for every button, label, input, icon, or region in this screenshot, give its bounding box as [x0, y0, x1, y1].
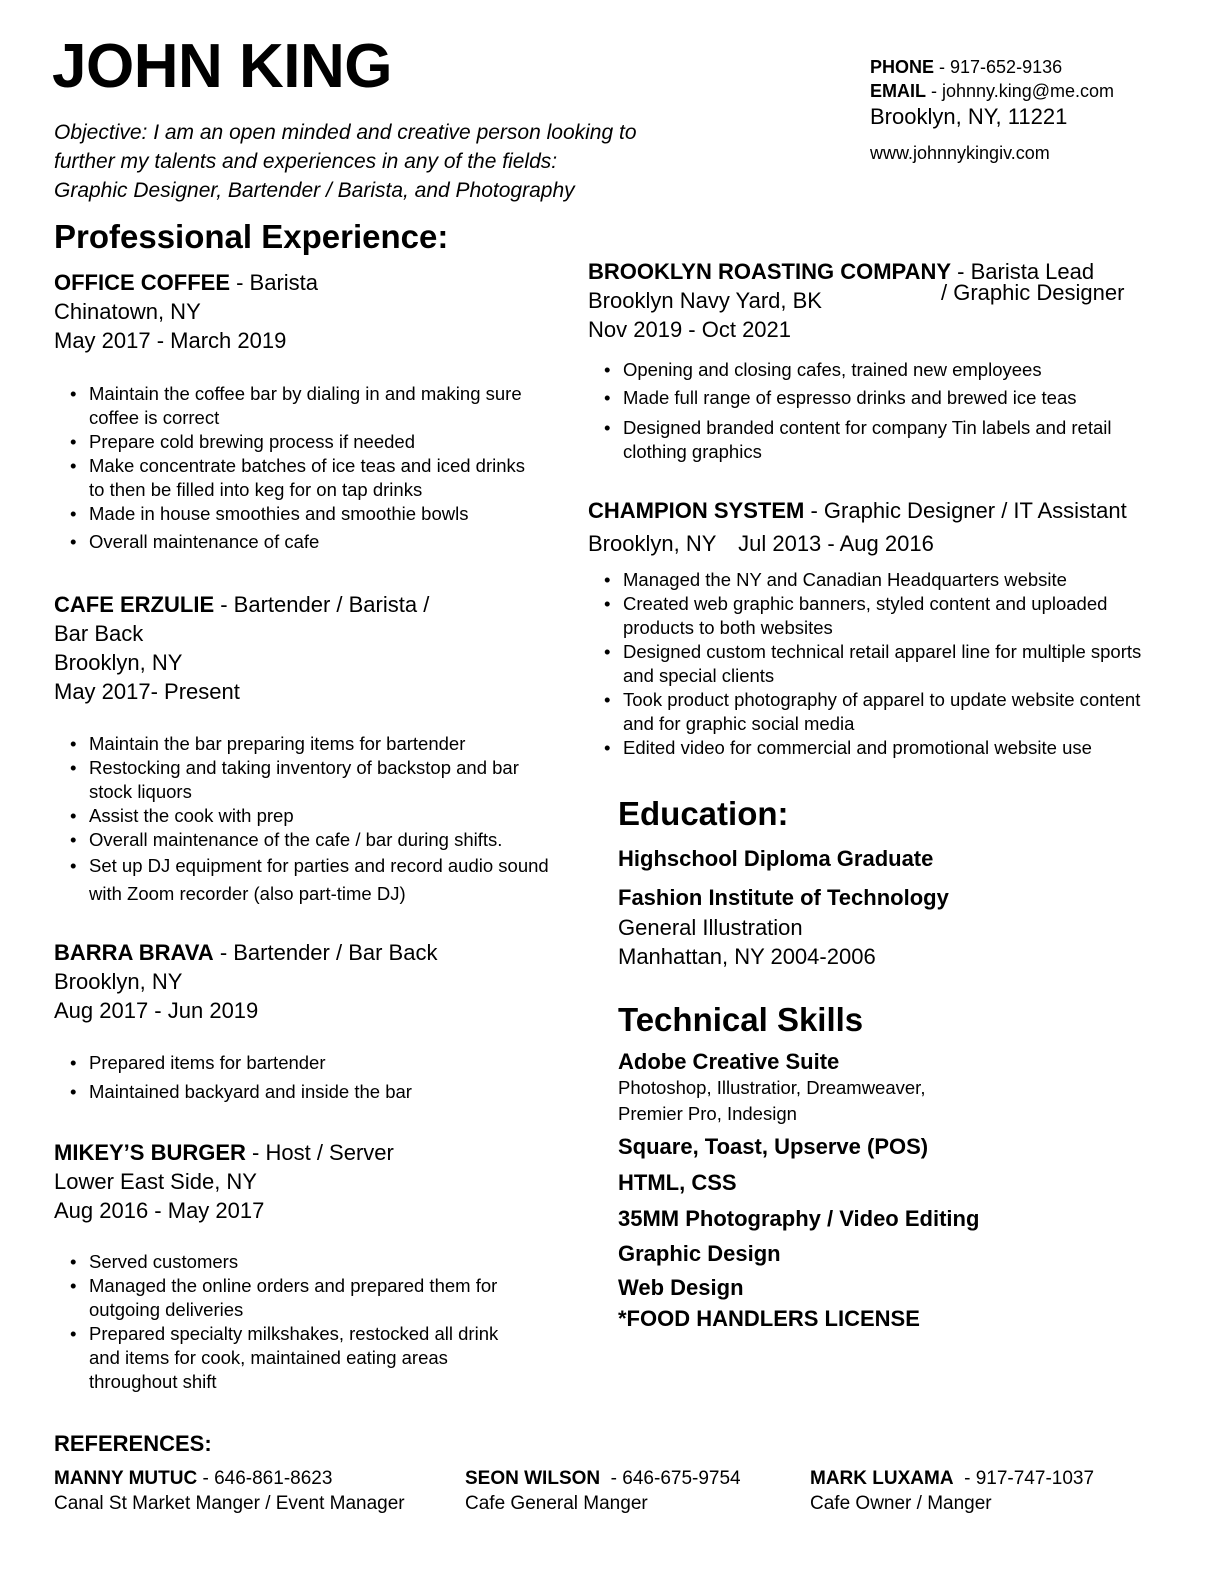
skills-heading: Technical Skills: [618, 1001, 864, 1038]
job-dates: Aug 2017 - Jun 2019: [54, 998, 259, 1023]
reference-phone: - 646-861-8623: [197, 1468, 333, 1489]
page-title: JOHN KING: [52, 32, 392, 101]
reference-name: MANNY MUTUC: [54, 1468, 198, 1489]
job-header: [54, 590, 534, 619]
job-role: - Bartender / Barista /: [214, 592, 430, 617]
company-name: OFFICE COFFEE: [54, 270, 230, 295]
reference-phone: - 646-675-9754: [600, 1468, 741, 1489]
job-location: Lower East Side, NY: [54, 1169, 257, 1194]
job-header: [588, 496, 1188, 525]
company-name: BROOKLYN ROASTING COMPANY: [588, 259, 952, 284]
skill-photo: 35MM Photography / Video Editing: [618, 1206, 980, 1231]
list-item: • Assist the cook with prep: [54, 804, 554, 828]
reference-name: MARK LUXAMA: [810, 1468, 954, 1489]
objective-line: further my talents and experiences in any of the fields:: [54, 150, 558, 173]
job-cafe-erzulie: [54, 590, 534, 706]
company-name: MIKEY’S BURGER: [54, 1140, 246, 1165]
job-header: [54, 938, 534, 967]
list-item: • Prepared items for bartender: [54, 1051, 534, 1075]
objective-line: Objective: I am an open minded and creative person looking to: [54, 121, 637, 144]
list-item: • Make concentrate batches of ice teas and iced drinks to then be filled into keg for on tap drinks: [54, 454, 534, 502]
reference-role: Canal St Market Manger / Event Manager: [54, 1493, 405, 1514]
list-item: • Restocking and taking inventory of backstop and bar stock liquors: [54, 756, 554, 804]
job-role-continued: / Graphic Designer: [941, 280, 1125, 305]
phone-row: [870, 55, 1210, 79]
job-dates: Nov 2019 - Oct 2021: [588, 317, 792, 342]
skill-license: *FOOD HANDLERS LICENSE: [618, 1306, 920, 1331]
skill-web: HTML, CSS: [618, 1170, 737, 1195]
education-block: [618, 844, 1178, 971]
job-bullets: [54, 1051, 534, 1104]
job-role-continued: Bar Back: [54, 621, 144, 646]
job-champion-system: [588, 496, 1188, 558]
job-dates: May 2017- Present: [54, 679, 240, 704]
education-school: Fashion Institute of Technology: [618, 885, 949, 910]
skill-webdesign: Web Design: [618, 1275, 744, 1300]
objective-line: Graphic Designer, Bartender / Barista, and Photography: [54, 179, 575, 202]
job-barra-brava: [54, 938, 534, 1025]
skill-adobe: Adobe Creative Suite: [618, 1049, 840, 1074]
contact-block: [870, 55, 1210, 165]
job-role: - Barista Lead: [951, 259, 1095, 284]
company-name: CHAMPION SYSTEM: [588, 498, 805, 523]
list-item: • Opening and closing cafes, trained new employees: [588, 358, 1148, 382]
education-diploma: Highschool Diploma Graduate: [618, 846, 934, 871]
job-location-row: [588, 280, 1168, 315]
list-item: • Served customers: [54, 1250, 534, 1274]
job-bullets: [588, 568, 1168, 760]
job-location: Chinatown, NY: [54, 299, 201, 324]
education-location-dates: Manhattan, NY 2004-2006: [618, 944, 876, 969]
reference-header: [810, 1466, 1094, 1491]
reference-name: SEON WILSON: [465, 1468, 601, 1489]
list-item: • Overall maintenance of the cafe / bar during shifts.: [54, 828, 554, 852]
list-item: • Maintain the coffee bar by dialing in and making sure coffee is correct: [54, 382, 534, 430]
skills-block: [618, 1048, 1178, 1333]
reference-phone: - 917-747-1037: [953, 1468, 1095, 1489]
company-name: CAFE ERZULIE: [54, 592, 215, 617]
objective: [54, 118, 754, 205]
reference-header: [54, 1466, 405, 1491]
email-label: EMAIL: [870, 81, 926, 101]
reference-item: [465, 1466, 741, 1516]
list-item: • Maintain the bar preparing items for bartender: [54, 732, 554, 756]
experience-heading: Professional Experience:: [54, 218, 449, 255]
list-item: • Prepared specialty milkshakes, restocked all drink and items for cook, maintained eating areas throughout shift: [54, 1322, 534, 1394]
job-role: - Graphic Designer / IT Assistant: [804, 498, 1127, 523]
list-item: • Made in house smoothies and smoothie bowls: [54, 502, 534, 526]
reference-item: [54, 1466, 405, 1516]
address: Brooklyn, NY, 11221: [870, 104, 1068, 129]
website-link[interactable]: www.johnnykingiv.com: [870, 143, 1050, 163]
job-dates: Jul 2013 - Aug 2016: [738, 531, 934, 556]
job-bullets: [54, 1250, 534, 1394]
reference-role: Cafe Owner / Manger: [810, 1493, 992, 1514]
reference-role: Cafe General Manger: [465, 1493, 648, 1514]
education-program: General Illustration: [618, 915, 803, 940]
job-office-coffee: [54, 268, 534, 355]
job-role: - Host / Server: [245, 1140, 394, 1165]
phone-label: PHONE: [870, 57, 935, 77]
list-item: • Set up DJ equipment for parties and record audio sound with Zoom recorder (also part-time DJ): [54, 852, 554, 908]
job-header: [54, 1138, 534, 1167]
company-name: BARRA BRAVA: [54, 940, 214, 965]
job-location: Brooklyn, NY: [588, 531, 716, 556]
list-item: • Prepare cold brewing process if needed: [54, 430, 534, 454]
job-location: Brooklyn, NY: [54, 969, 183, 994]
job-location: Brooklyn Navy Yard, BK: [588, 288, 822, 313]
job-location-row: [588, 529, 1188, 558]
list-item: • Designed custom technical retail apparel line for multiple sports and special clients: [588, 640, 1168, 688]
list-item: • Edited video for commercial and promotional website use: [588, 736, 1168, 760]
education-heading: Education:: [618, 795, 789, 832]
job-bullets: [54, 732, 554, 908]
skill-adobe-apps: Premier Pro, Indesign: [618, 1103, 797, 1124]
list-item: • Maintained backyard and inside the bar: [54, 1080, 534, 1104]
job-dates: Aug 2016 - May 2017: [54, 1198, 265, 1223]
reference-item: [810, 1466, 1094, 1516]
job-bullets: [588, 358, 1148, 464]
list-item: • Designed branded content for company Tin labels and retail clothing graphics: [588, 416, 1148, 464]
job-location: Brooklyn, NY: [54, 650, 183, 675]
skill-graphic: Graphic Design: [618, 1241, 781, 1266]
job-role: - Bartender / Bar Back: [213, 940, 438, 965]
job-mikeys-burger: [54, 1138, 534, 1225]
job-bullets: [54, 382, 534, 554]
list-item: • Took product photography of apparel to update website content and for graphic social media: [588, 688, 1168, 736]
email-row: [870, 79, 1210, 103]
job-dates: May 2017 - March 2019: [54, 328, 287, 353]
list-item: • Managed the NY and Canadian Headquarters website: [588, 568, 1168, 592]
list-item: • Managed the online orders and prepared them for outgoing deliveries: [54, 1274, 534, 1322]
email-value: - johnny.king@me.com: [926, 81, 1115, 101]
job-header: [54, 268, 534, 297]
references-heading: REFERENCES:: [54, 1431, 212, 1456]
list-item: • Made full range of espresso drinks and brewed ice teas: [588, 386, 1148, 410]
skill-pos: Square, Toast, Upserve (POS): [618, 1134, 929, 1159]
reference-header: [465, 1466, 741, 1491]
job-brooklyn-roasting: [588, 257, 1168, 344]
list-item: • Created web graphic banners, styled content and uploaded products to both websites: [588, 592, 1168, 640]
skill-adobe-apps: Photoshop, Illustratior, Dreamweaver,: [618, 1077, 926, 1098]
phone-value: - 917-652-9136: [934, 57, 1063, 77]
job-role: - Barista: [230, 270, 319, 295]
list-item: • Overall maintenance of cafe: [54, 530, 534, 554]
